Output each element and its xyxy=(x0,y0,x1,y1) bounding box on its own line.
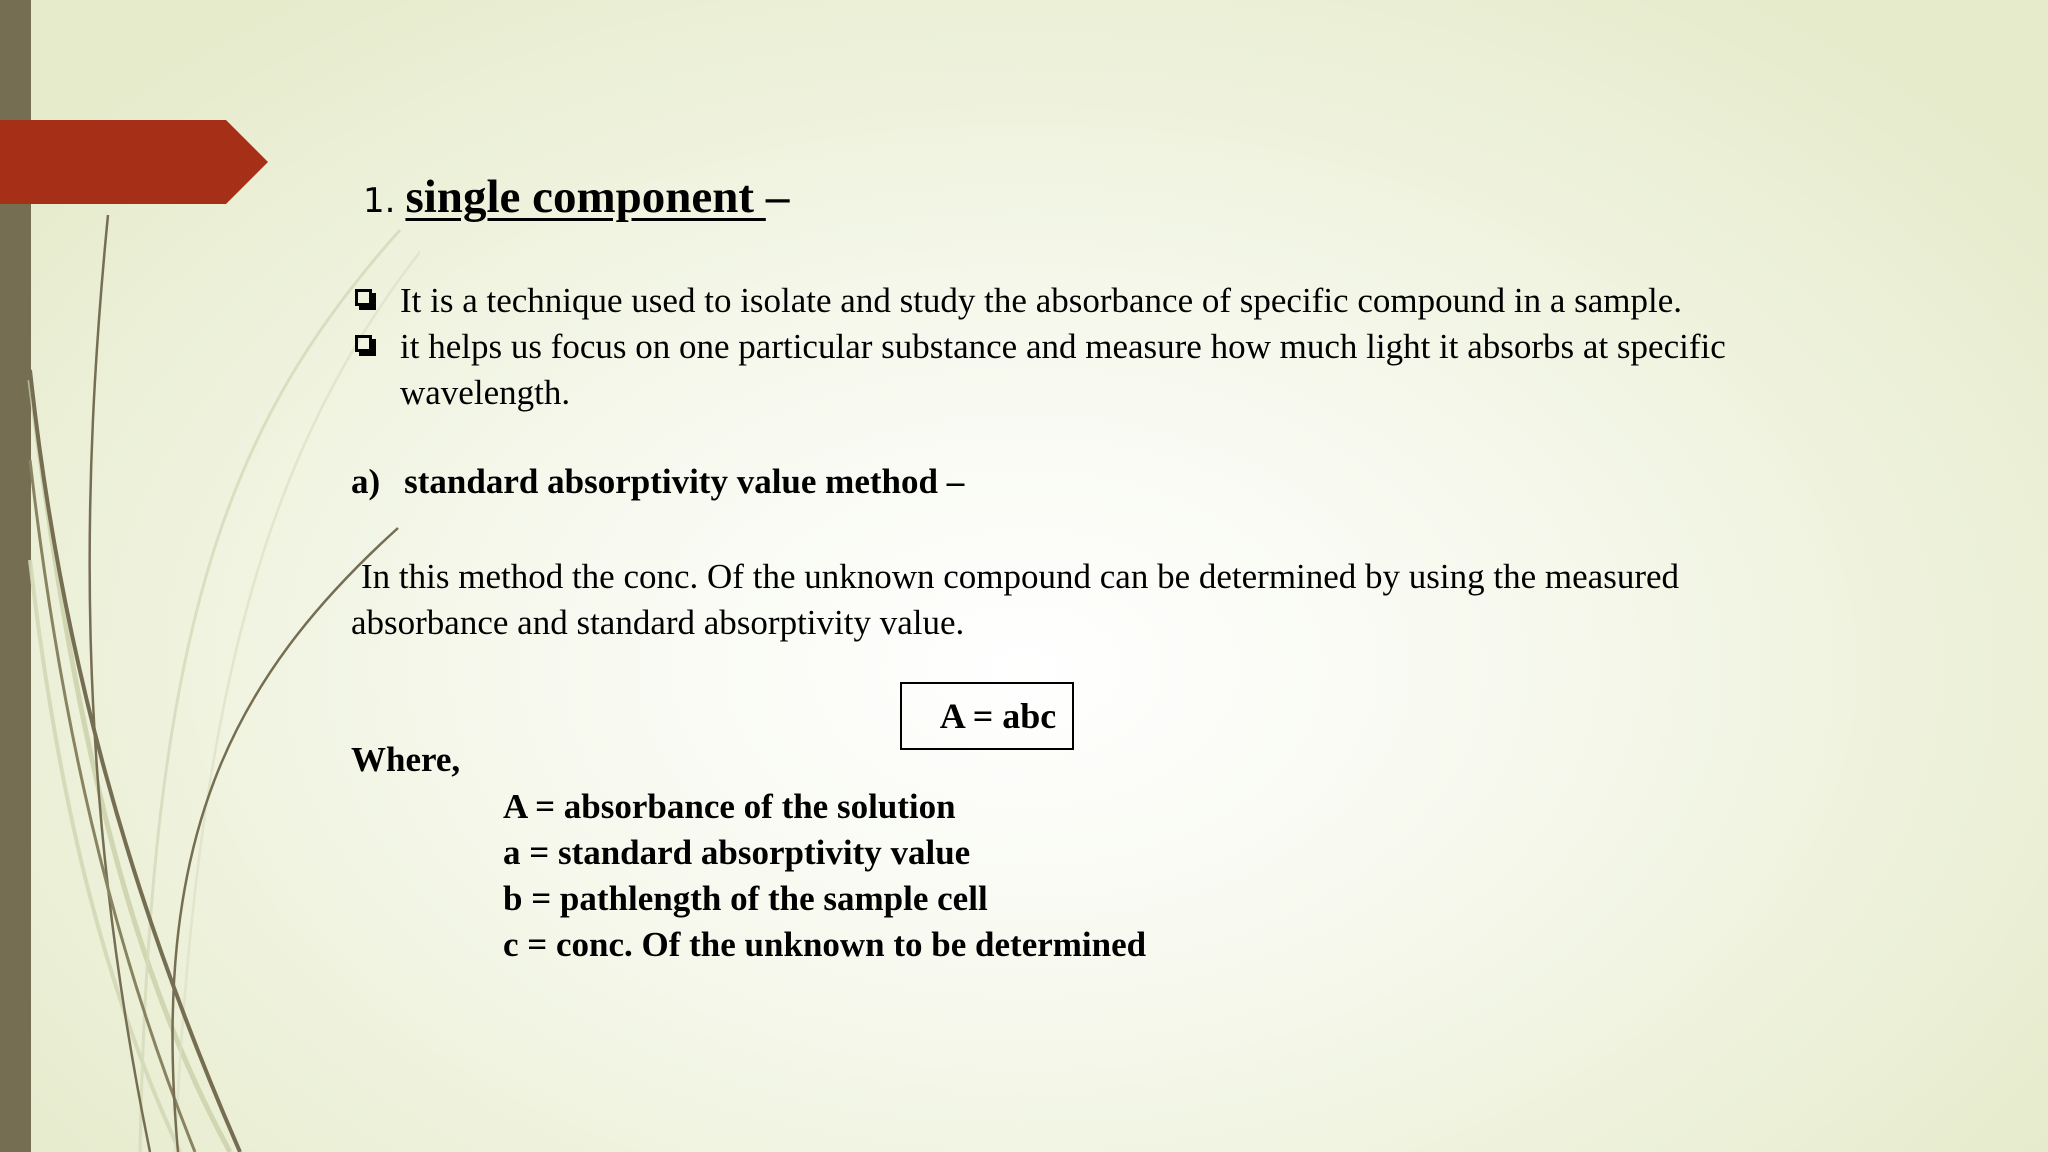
bullet-item xyxy=(351,278,1831,324)
checkbox-bullet-icon xyxy=(355,335,372,352)
method-description xyxy=(351,554,1831,646)
method-title: standard absorptivity value method – xyxy=(404,462,965,501)
title-number: 1. xyxy=(363,181,396,221)
definition-list xyxy=(503,784,1146,968)
method-heading xyxy=(351,462,964,502)
bullet-text: It is a technique used to isolate and study the absorbance of specific compound in a sample. xyxy=(400,281,1682,320)
definition-item: c = conc. Of the unknown to be determined xyxy=(503,925,1147,964)
arrow-tab xyxy=(0,120,268,204)
slide-title xyxy=(363,170,789,224)
checkbox-bullet-icon xyxy=(355,289,372,306)
method-label: a) xyxy=(351,462,381,501)
definition-item: b = pathlength of the sample cell xyxy=(503,879,988,918)
where-label: Where, xyxy=(351,740,461,779)
title-dash: – xyxy=(765,171,790,223)
description-line-1: In this method the conc. Of the unknown compound can be determined by using the measured xyxy=(361,557,1680,596)
title-text: single component xyxy=(405,171,766,223)
definition-item: A = absorbance of the solution xyxy=(503,787,956,826)
definition-item: a = standard absorptivity value xyxy=(503,833,971,872)
formula-box: A = abc xyxy=(900,682,1074,750)
bullet-text: it helps us focus on one particular substance and measure how much light it absorbs at specific wavelength. xyxy=(400,327,1726,412)
bullet-item xyxy=(351,324,1831,416)
bullet-list xyxy=(351,278,1831,416)
description-line-2: absorbance and standard absorptivity value. xyxy=(351,603,965,642)
